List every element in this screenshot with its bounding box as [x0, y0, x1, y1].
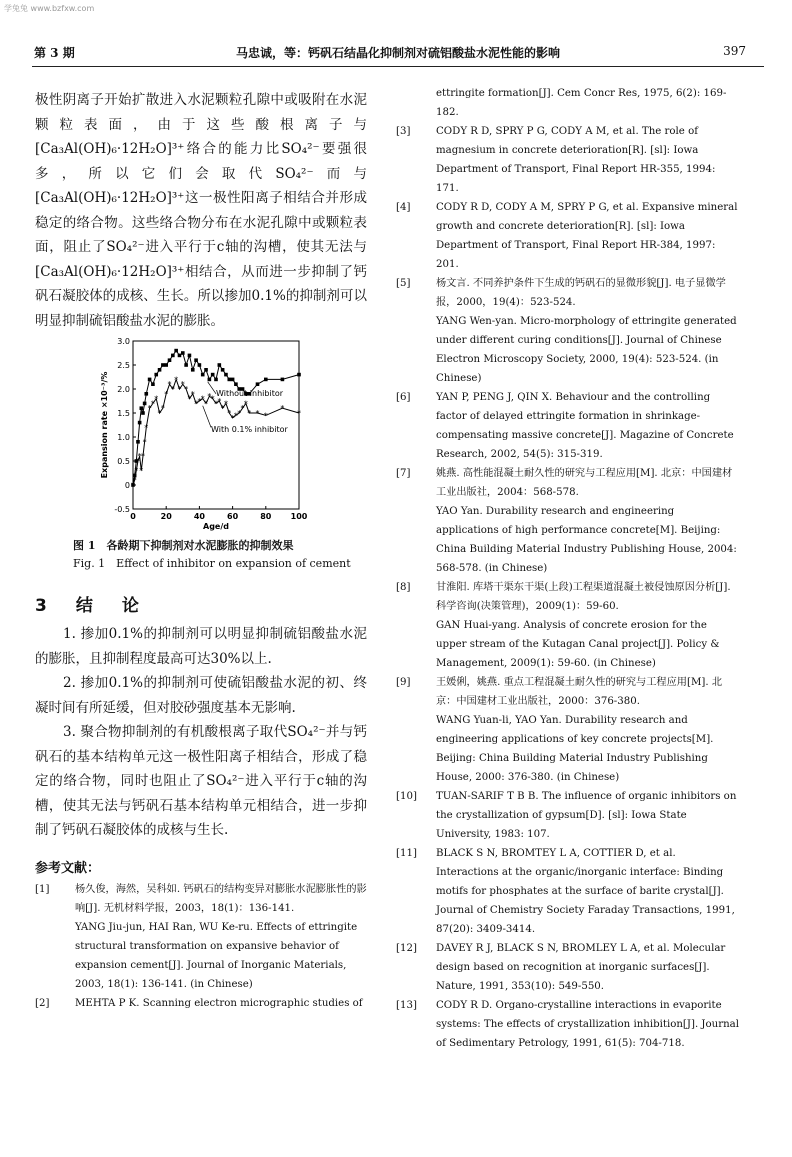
reference-text-en: ettringite formation[J]. Cem Concr Res, 1975, 6(2): 169-182. — [436, 88, 727, 118]
data-point — [151, 382, 155, 386]
reference-text-zh: 姚燕. 高性能混凝土耐久性的研究与工程应用[M]. 北京：中国建材工业出版社，2004：568-578. — [436, 468, 733, 498]
reference-item — [396, 578, 740, 673]
data-point: * — [233, 411, 238, 421]
data-point: * — [139, 466, 144, 476]
data-point — [211, 373, 215, 377]
conclusion-item: 1. 掺加0.1%的抑制剂可以明显抑制硫铝酸盐水泥的膨胀，且抑制程度最高可达30%以上. — [35, 626, 367, 667]
data-point: * — [255, 409, 260, 418]
data-point: * — [164, 389, 169, 399]
data-point: * — [157, 409, 162, 418]
left-column — [35, 88, 367, 1013]
reference-text-en: TUAN-SARIF T B B. The influence of organic inhibitors on the crystallization of gypsum[D]. [sl]: Iowa State University, 1983: 107. — [436, 791, 737, 840]
data-point: * — [184, 385, 189, 394]
data-point — [181, 351, 185, 355]
data-point: * — [200, 394, 205, 404]
data-point — [204, 368, 208, 372]
data-point — [191, 368, 195, 372]
data-point — [154, 373, 158, 377]
reference-number: [8] — [396, 582, 411, 593]
data-point — [214, 378, 218, 382]
page-number: 397 — [723, 44, 746, 58]
data-point: * — [217, 397, 222, 406]
data-point: * — [142, 437, 147, 447]
data-point: * — [174, 375, 179, 385]
figure-caption-zh: 图 1 各龄期下抑制剂对水泥膨胀的抑制效果 — [73, 539, 294, 552]
data-point — [281, 378, 285, 382]
references-heading: 参考文献： — [35, 860, 101, 876]
data-point — [168, 358, 172, 362]
x-tick-label: 80 — [260, 512, 272, 521]
references-left — [35, 880, 367, 1013]
conclusion-item: 2. 掺加0.1%的抑制剂可使硫铝酸盐水泥的初、终凝时间有所延缓，但对胶砂强度基本无影响. — [35, 675, 367, 716]
reference-number: [1] — [35, 883, 50, 895]
y-tick-label: -0.5 — [114, 505, 130, 514]
data-point — [188, 354, 192, 358]
data-point: * — [144, 423, 149, 433]
data-point: * — [154, 394, 159, 404]
reference-text-en: WANG Yuan-li, YAO Yan. Durability research and engineering applications of key concrete projects[M]. Beijing: China Building Material Industry Publishing House, 2000: 376-380. (in Chinese) — [436, 715, 714, 783]
reference-item — [396, 464, 740, 578]
reference-item — [35, 880, 367, 994]
data-point: * — [227, 409, 232, 418]
reference-number: [10] — [396, 791, 417, 802]
data-point: * — [137, 452, 142, 462]
conclusion-item: 3. 聚合物抑制剂的有机酸根离子取代SO₄²⁻并与钙矾石的基本结构单元这一极性阳离子相结合，形成了稳定的络合物，同时也阻止了SO₄²⁻进入平行于c轴的沟槽，使其无法与钙矾石基本结构单元相结合，进一步抑制了钙矾石凝胶体的成核与生长. — [35, 724, 367, 838]
reference-number: [4] — [396, 202, 411, 213]
reference-text-en: YAN P, PENG J, QIN X. Behaviour and the controlling factor of delayed ettringite formation in shrinkage-compensating massive concrete[J]. Magazine of Concrete Research, 2002, 54(5): 315-319. — [436, 392, 734, 460]
page-header — [32, 44, 764, 64]
intro-paragraph: 极性阴离子开始扩散进入水泥颗粒孔隙中或吸附在水泥颗粒表面，由于这些酸根离子与[Ca₃Al(OH)₆·12H₂O]³⁺络合的能力比SO₄²⁻要强很多，所以它们会取代SO₄²⁻而与[Ca₃Al(OH)₆·12H₂O]³⁺这一极性阳离子相结合并形成稳定的络合物。这些络合物分布在水泥孔隙中或颗粒表面，阻止了SO₄²⁻进入平行于c轴的沟槽，使其无法与[Ca₃Al(OH)₆·12H₂O]³⁺相结合，从而进一步抑制了钙矾石凝胶体的成核、生长。所以掺加0.1%的抑制剂可以明显抑制硫铝酸盐水泥的膨胀。 — [35, 92, 367, 329]
data-point: * — [204, 399, 209, 409]
data-point: * — [180, 380, 185, 390]
reference-number: [2] — [35, 997, 50, 1009]
reference-number: [3] — [396, 126, 411, 137]
data-point — [208, 378, 212, 382]
data-point: * — [280, 404, 285, 414]
data-point: * — [131, 481, 135, 490]
reference-text-zh: 甘淮阳. 库塔干渠东干渠(上段)工程渠道混凝土被侵蚀原因分析[J]. 科学咨询(决策管理)，2009(1)：59-60. — [436, 582, 731, 612]
reference-item — [396, 122, 740, 198]
data-point — [144, 392, 148, 396]
section-title: 3 结 论 — [35, 596, 145, 616]
data-point — [164, 363, 168, 367]
reference-item — [396, 84, 740, 122]
reference-item — [396, 198, 740, 274]
legend-with-inhibitor: With 0.1% inhibitor — [211, 425, 288, 435]
x-tick-label: 20 — [160, 512, 172, 521]
right-column — [396, 84, 740, 1053]
y-tick-label: 0 — [124, 481, 130, 490]
data-point — [227, 378, 231, 382]
reference-item — [396, 939, 740, 996]
data-point — [201, 373, 205, 377]
data-point — [161, 363, 165, 367]
reference-item — [396, 996, 740, 1053]
reference-number: [7] — [396, 468, 411, 479]
data-point — [158, 368, 162, 372]
reference-number: [11] — [396, 848, 417, 859]
data-point: * — [214, 399, 218, 409]
data-point: * — [170, 385, 175, 394]
data-point: * — [223, 399, 228, 409]
reference-text-zh: 杨文言. 不同养护条件下生成的钙矾石的显微形貌[J]. 电子显微学报，2000，19(4)：523-524. — [436, 278, 726, 308]
data-point: * — [167, 380, 172, 390]
data-point — [194, 358, 198, 362]
data-point — [234, 382, 238, 386]
data-point — [184, 363, 188, 367]
y-tick-label: 3.0 — [117, 337, 130, 346]
y-tick-label: 1.0 — [117, 433, 130, 442]
data-point: * — [132, 476, 137, 486]
data-point — [136, 440, 140, 444]
watermark: 学兔兔 www.bzfxw.com — [4, 4, 95, 13]
reference-item — [396, 844, 740, 939]
reference-text-en: YANG Wen-yan. Micro-morphology of ettringite generated under different curing conditions[J]. Journal of Chinese Electron Microscopy Society, 2000, 19(4): 523-524. (in Chinese) — [436, 316, 737, 384]
data-point: * — [194, 399, 199, 409]
y-tick-label: 0.5 — [117, 457, 130, 466]
data-point: * — [243, 399, 248, 409]
data-point — [218, 363, 222, 367]
data-point: * — [177, 385, 182, 394]
reference-text-zh: 杨久俊，海然，吴科如. 钙矾石的结构变异对膨胀水泥膨胀性的影响[J]. 无机材料学报，2003，18(1)：136-141. — [75, 883, 367, 914]
data-point — [231, 378, 235, 382]
reference-item — [35, 994, 367, 1013]
data-point: * — [140, 452, 145, 462]
reference-text-en: YAO Yan. Durability research and engineering applications of high performance concrete[M]. Beijing: China Building Material Industry Publishing House, 2004: 568-578. (in Chinese) — [436, 506, 737, 574]
data-point — [256, 382, 260, 386]
data-point — [138, 421, 142, 425]
data-point — [198, 363, 202, 367]
reference-item — [396, 274, 740, 388]
reference-item — [396, 787, 740, 844]
reference-text-en: CODY R D, CODY A M, SPRY P G, et al. Expansive mineral growth and concrete deterioration[R]. [sl]: Iowa Department of Transport, Final Report HR-384, 1997: 201. — [436, 202, 738, 270]
data-point: * — [230, 413, 235, 423]
reference-number: [6] — [396, 392, 411, 403]
data-point: * — [237, 409, 242, 418]
header-rule — [32, 66, 764, 67]
data-point — [221, 368, 225, 372]
reference-text-en: BLACK S N, BROMTEY L A, COTTIER D, et al. Interactions at the organic/inorganic interface: Binding motifs for phosphates at the surface of barite crystal[J]. Journal of Chemistry Society Faraday Transactions, 1991, 87(20): 3409-3414. — [436, 848, 735, 935]
reference-item — [396, 388, 740, 464]
legend-leader — [203, 406, 211, 428]
data-point: * — [240, 404, 245, 414]
expansion-chart — [35, 337, 367, 537]
figure-caption-en: Fig. 1 Effect of inhibitor on expansion of cement — [73, 557, 351, 570]
reference-text-en: CODY R D, SPRY P G, CODY A M, et al. The role of magnesium in concrete deterioration[R]. [sl]: Iowa Department of Transport, Final Report HR-355, 1994: 171. — [436, 126, 716, 194]
data-point: * — [160, 404, 165, 414]
y-tick-label: 2.0 — [117, 385, 130, 394]
references-right — [396, 84, 740, 1053]
legend-without-inhibitor: Without inhibitor — [216, 389, 284, 399]
reference-text-en: CODY R D. Organo-crystalline interactions in evaporite systems: The effects of crystallization inhibition[J]. Journal of Sedimentary Petrology, 1991, 61(5): 704-718. — [436, 1000, 739, 1049]
data-point — [297, 373, 301, 377]
x-tick-label: 40 — [193, 512, 205, 521]
data-point: * — [297, 409, 301, 418]
reference-item — [396, 673, 740, 787]
data-point — [148, 378, 152, 382]
running-title: 马忠诚，等：钙矾石结晶化抑制剂对硫铝酸盐水泥性能的影响 — [235, 46, 560, 60]
reference-text-en: MEHTA P K. Scanning electron micrographic studies of — [75, 997, 363, 1009]
reference-number: [12] — [396, 943, 417, 954]
data-point: * — [247, 409, 252, 418]
data-point — [174, 349, 178, 353]
data-point — [141, 411, 145, 415]
data-point: * — [220, 404, 225, 414]
data-point: * — [187, 394, 192, 404]
reference-number: [9] — [396, 677, 411, 688]
reference-text-en: GAN Huai-yang. Analysis of concrete erosion for the upper stream of the Kutagan Canal project[J]. Policy & Management, 2009(1): 59-60. (in Chinese) — [436, 620, 720, 669]
data-point — [264, 378, 268, 382]
reference-text-zh: 王媛俐，姚燕. 重点工程混凝土耐久性的研究与工程应用[M]. 北京：中国建材工业出版社，2000：376-380. — [436, 677, 723, 707]
data-point: * — [134, 466, 139, 476]
data-point: * — [207, 392, 212, 402]
x-tick-label: 100 — [290, 512, 308, 521]
x-tick-label: 60 — [227, 512, 239, 521]
data-point — [143, 402, 147, 406]
data-point: * — [263, 411, 268, 421]
data-point — [178, 354, 182, 358]
x-axis-label: Age/d — [203, 522, 229, 531]
data-point: * — [210, 394, 215, 404]
reference-number: [5] — [396, 278, 411, 289]
data-point: * — [197, 397, 202, 406]
data-point: * — [147, 404, 152, 414]
y-tick-label: 2.5 — [117, 361, 130, 370]
data-point: * — [150, 399, 155, 409]
y-tick-label: 1.5 — [117, 409, 130, 418]
reference-text-en: YANG Jiu-jun, HAI Ran, WU Ke-ru. Effects of ettringite structural transformation on expansive behavior of expansion cement[J]. Journal of Inorganic Materials, 2003, 18(1): 136-141. (in Chinese) — [75, 921, 358, 990]
x-tick-label: 0 — [130, 512, 136, 521]
issue-number: 第 3 期 — [34, 46, 75, 60]
data-point: * — [190, 389, 195, 399]
data-point — [224, 373, 228, 377]
reference-number: [13] — [396, 1000, 417, 1011]
y-axis-label: Expansion rate ×10⁻³/% — [100, 371, 109, 479]
reference-text-en: DAVEY R J, BLACK S N, BROMLEY L A, et al. Molecular design based on recognition at inorganic surfaces[J]. Nature, 1991, 353(10): 549-550. — [436, 943, 726, 992]
data-point — [171, 354, 175, 358]
data-point: * — [135, 457, 140, 466]
figure-1 — [35, 337, 367, 537]
data-point — [140, 406, 144, 410]
